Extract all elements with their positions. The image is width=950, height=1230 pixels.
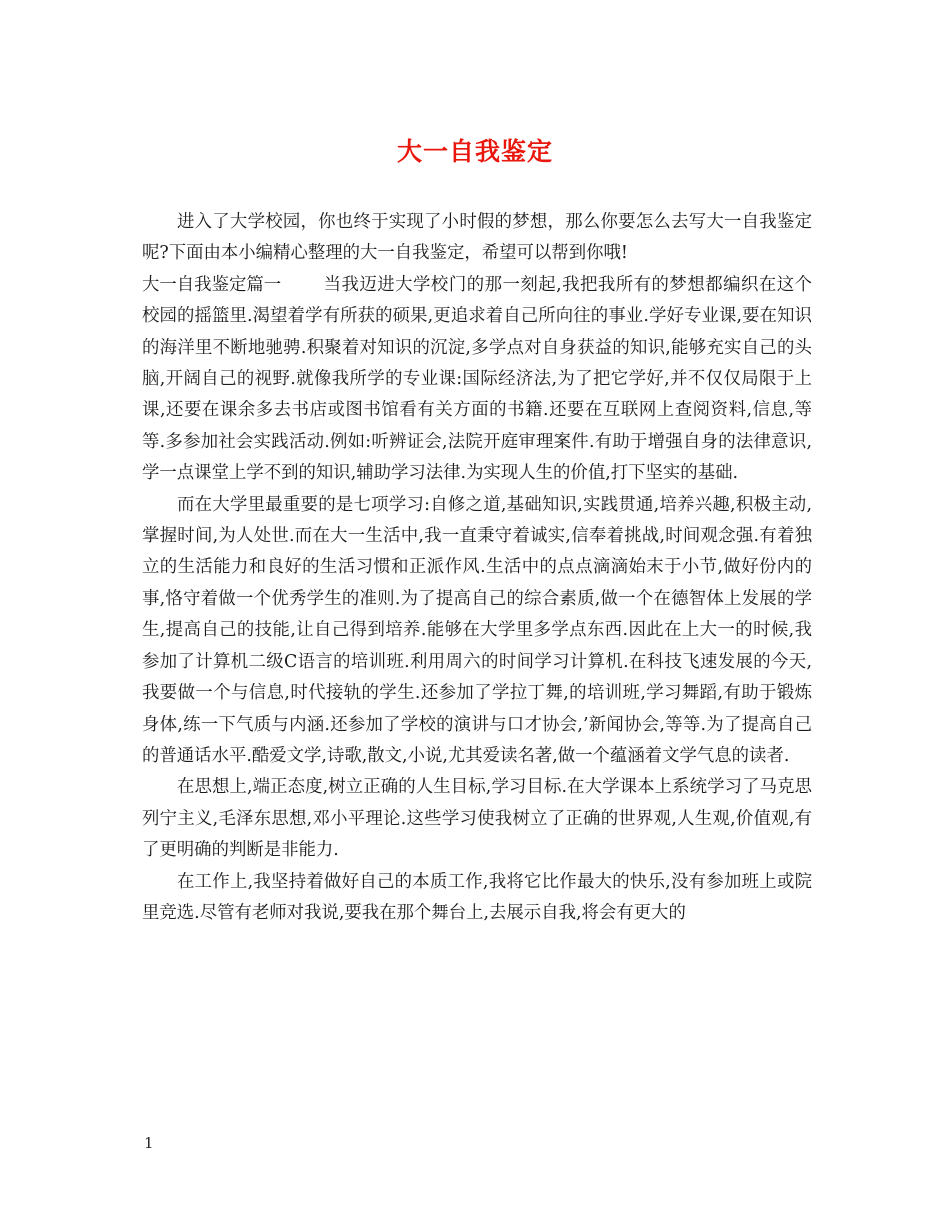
paragraph-1-text: 当我迈进大学校门的那一刻起,我把我所有的梦想都编织在这个校园的摇篮里.渴望着学有所获的硕果,更追求着自己所向往的事业.学好专业课,要在知识的海洋里不断地驰骋.积聚着对知识的沉淀,多学点对自身获益的知识,能够充实自己的头脑,开阔自己的视野.就像我所学的专业课:国际经济法,为了把它学好,并不仅仅局限于上课,还要在课余多去书店或图书馆看有关方面的书籍.还要在互联网上查阅资料,信息,等等.多参加社会实践活动.例如:听辨证会,法院开庭审理案件.有助于增强自身的法律意识,学一点课堂上学不到的知识,辅助学习法律.为实现人生的价值,打下坚实的基础. <box>142 274 812 484</box>
section-heading: 大一自我鉴定篇一 <box>142 274 282 295</box>
paragraph-4: 在工作上,我坚持着做好自己的本质工作,我将它比作最大的快乐,没有参加班上或院里竞选.尽管有老师对我说,要我在那个舞台上,去展示自我,将会有更大的 <box>142 871 812 923</box>
section-paragraph-1 <box>142 270 812 490</box>
page-title: 大一自我鉴定 <box>396 137 553 166</box>
intro-paragraph: 进入了大学校园，你也终于实现了小时假的梦想，那么你要怎么去写大一自我鉴定呢?下面由本小编精心整理的大一自我鉴定，希望可以帮到你哦! <box>142 212 812 264</box>
document-body <box>142 207 812 929</box>
paragraph-2: 而在大学里最重要的是七项学习:自修之道,基础知识,实践贯通,培养兴趣,积极主动,掌握时间,为人处世.而在大一生活中,我一直秉守着诚实,信奉着挑战,时间观念强.有着独立的生活能力和良好的生活习惯和正派作风.生活中的点点滴滴始末于小节,做好份内的事,恪守着做一个优秀学生的准则.为了提高自己的综合素质,做一个在德智体上发展的学生,提高自己的技能,让自己得到培养.能够在大学里多学点东西.因此在上大一的时候,我参加了计算机二级C语言的培训班.利用周六的时间学习计算机.在科技飞速发展的今天,我要做一个与信息,时代接轨的学生.还参加了学拉丁舞,的培训班,学习舞蹈,有助于锻炼身体,练一下气质与内涵.还参加了学校的演讲与口才协会,’新闻协会,等等.为了提高自己的普通话水平.酷爱文学,诗歌,散文,小说,尤其爱读名著,做一个蕴涵着文学气息的读者. <box>142 494 812 766</box>
paragraph-3: 在思想上,端正态度,树立正确的人生目标,学习目标.在大学课本上系统学习了马克思列宁主义,毛泽东思想,邓小平理论.这些学习使我树立了正确的世界观,人生观,价值观,有了更明确的判断是非能力. <box>142 777 812 861</box>
page-number: 1 <box>144 1134 154 1152</box>
